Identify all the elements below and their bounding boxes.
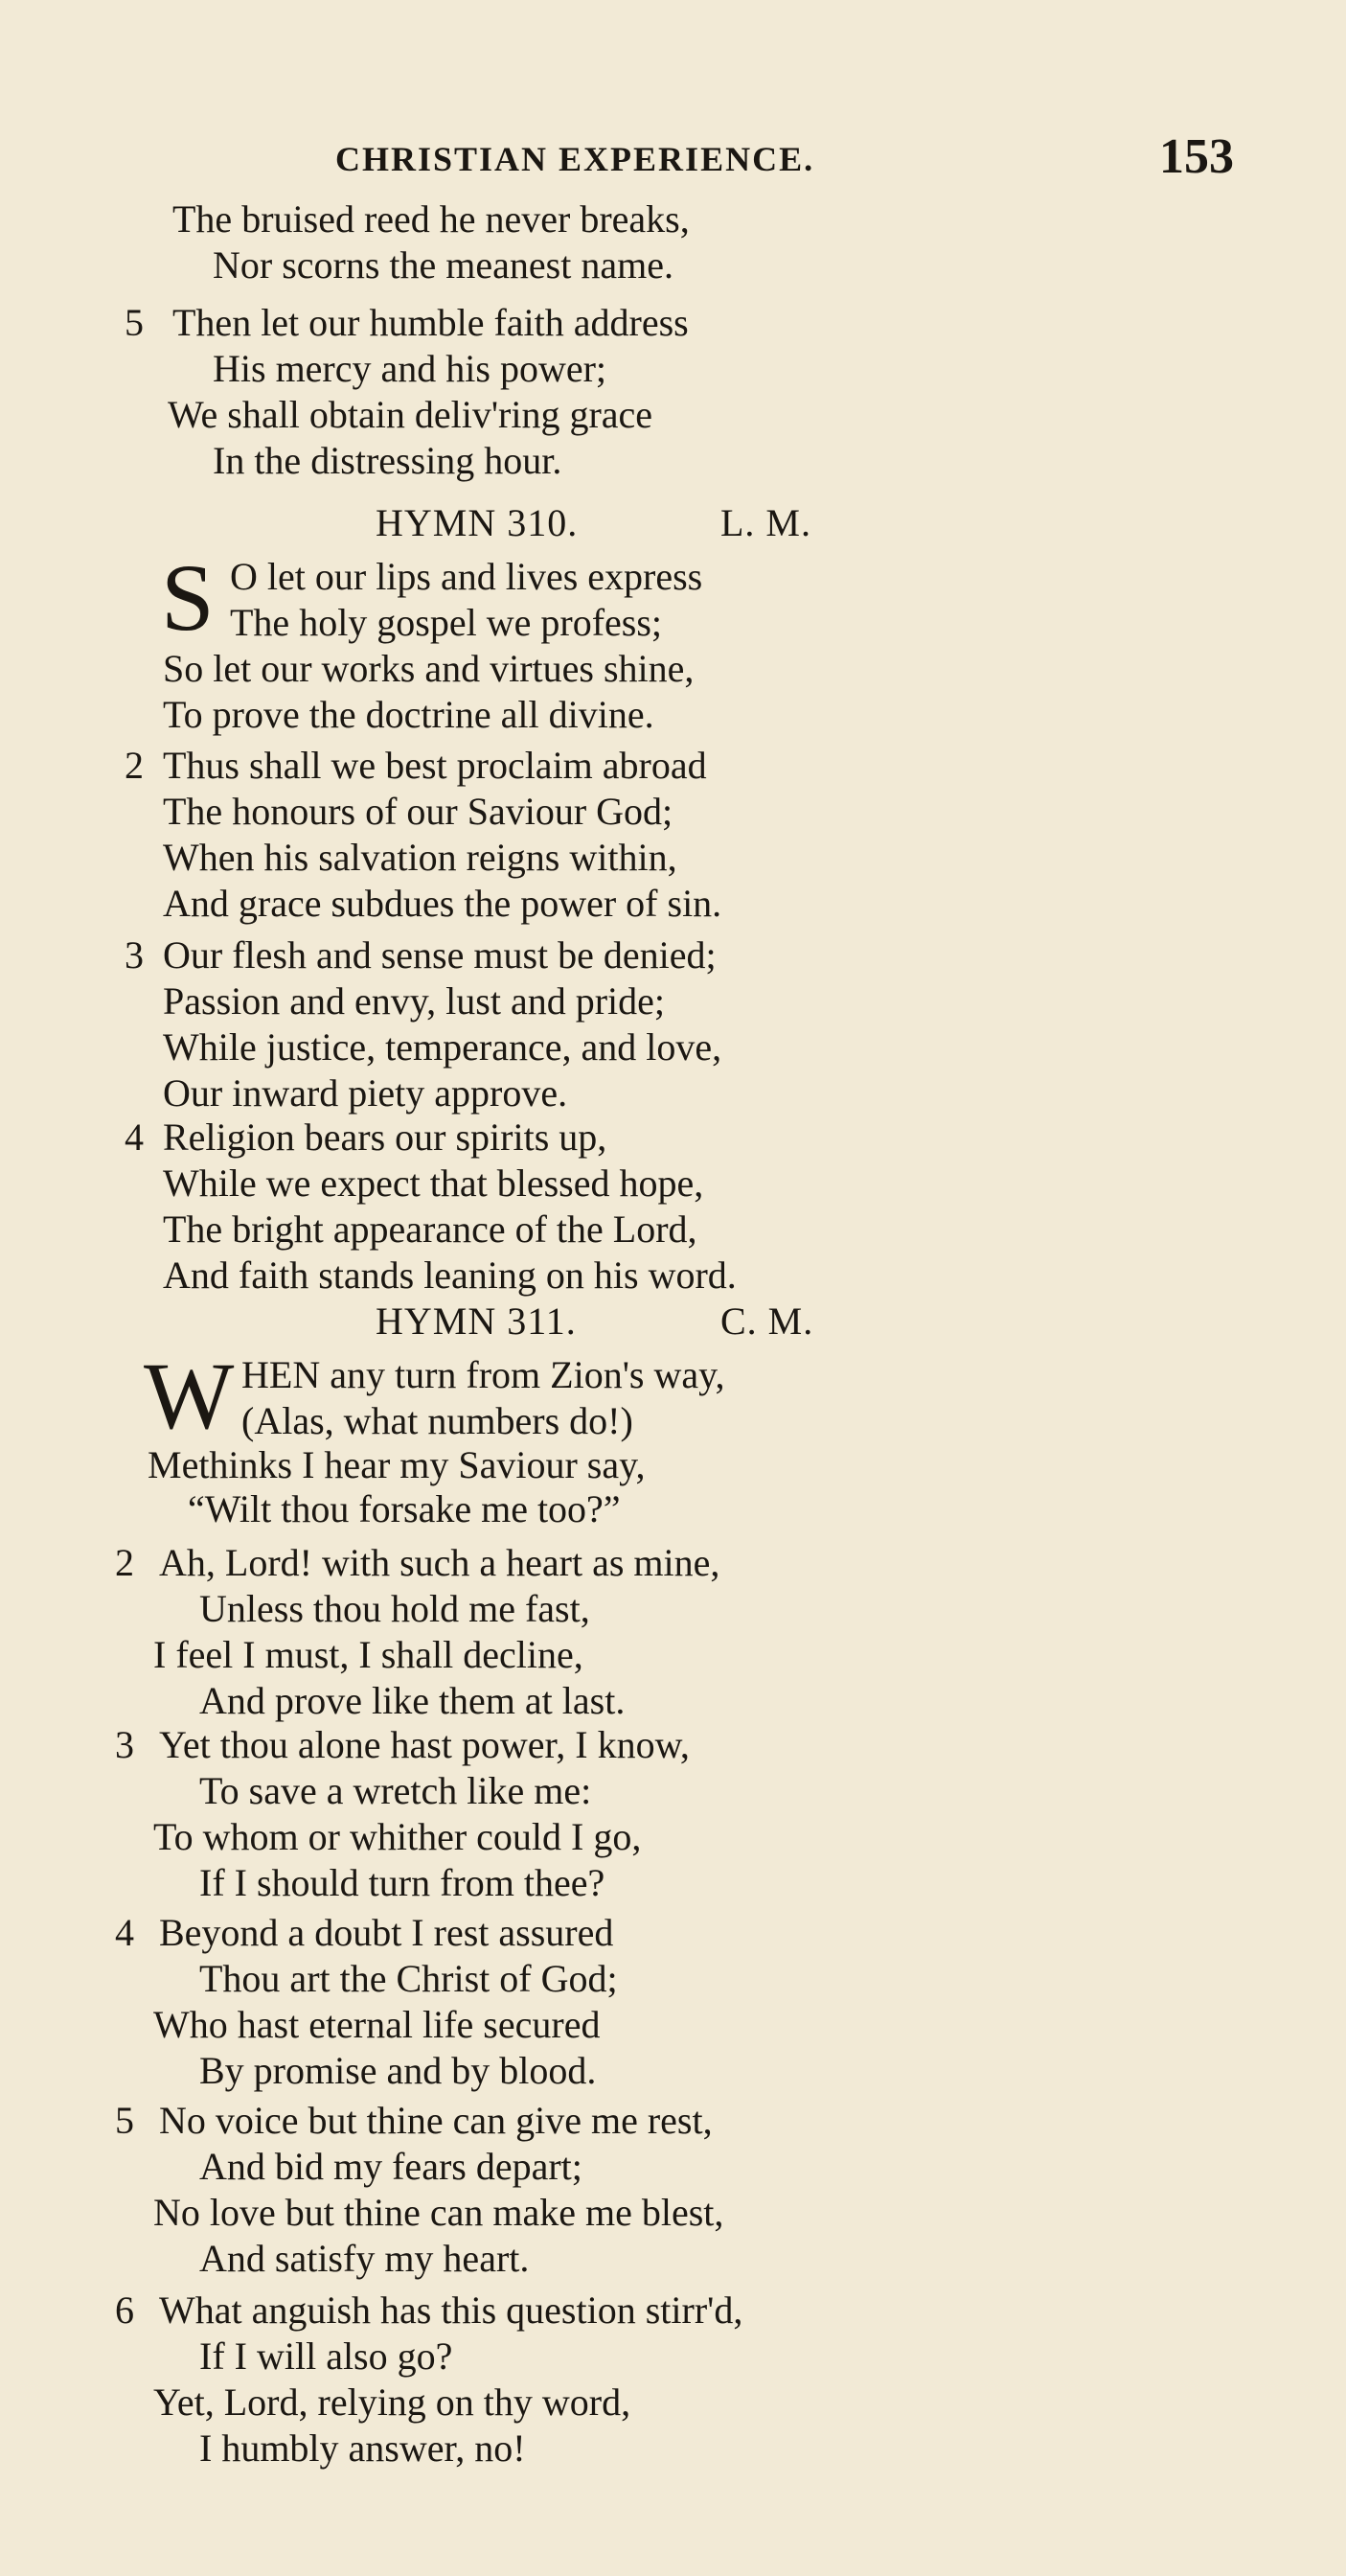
verse-line: The bright appearance of the Lord, bbox=[163, 1208, 697, 1251]
verse-line: I feel I must, I shall decline, bbox=[153, 1633, 583, 1676]
verse-line: “Wilt thou forsake me too?” bbox=[188, 1487, 621, 1530]
verse-line: Who hast eternal life secured bbox=[153, 2003, 601, 2046]
verse-line: Our flesh and sense must be denied; bbox=[163, 933, 717, 977]
verse-line: Passion and envy, lust and pride; bbox=[163, 979, 666, 1023]
hymn-311-heading: HYMN 311. bbox=[376, 1300, 577, 1343]
verse-line: Thus shall we best proclaim abroad bbox=[163, 744, 707, 787]
stanza-number: 2 bbox=[125, 744, 144, 787]
verse-line: To whom or whither could I go, bbox=[153, 1815, 642, 1858]
verse-line: No voice but thine can give me rest, bbox=[159, 2099, 713, 2142]
stanza-number: 3 bbox=[115, 1723, 134, 1766]
verse-line: Religion bears our spirits up, bbox=[163, 1116, 607, 1159]
verse-line: (Alas, what numbers do!) bbox=[241, 1399, 633, 1442]
verse-line: Yet thou alone hast power, I know, bbox=[159, 1723, 690, 1766]
verse-line: Then let our humble faith address bbox=[172, 301, 689, 344]
verse-line: The honours of our Saviour God; bbox=[163, 790, 673, 833]
verse-line: In the distressing hour. bbox=[213, 439, 562, 482]
stanza-number: 6 bbox=[115, 2288, 134, 2332]
verse-line: No love but thine can make me blest, bbox=[153, 2191, 724, 2234]
verse-line: Yet, Lord, relying on thy word, bbox=[153, 2380, 631, 2424]
verse-line: We shall obtain deliv'ring grace bbox=[168, 393, 653, 436]
verse-line: HEN any turn from Zion's way, bbox=[241, 1353, 725, 1396]
stanza-number: 5 bbox=[115, 2099, 134, 2142]
verse-line: If I should turn from thee? bbox=[199, 1861, 605, 1904]
verse-line: If I will also go? bbox=[199, 2334, 453, 2378]
verse-line: Our inward piety approve. bbox=[163, 1071, 568, 1115]
verse-line: While justice, temperance, and love, bbox=[163, 1025, 722, 1069]
verse-line: Unless thou hold me fast, bbox=[199, 1587, 590, 1630]
hymn-310-heading: HYMN 310. bbox=[376, 501, 579, 544]
verse-line: What anguish has this question stirr'd, bbox=[159, 2288, 743, 2332]
verse-line: So let our works and virtues shine, bbox=[163, 647, 695, 690]
verse-line: And bid my fears depart; bbox=[199, 2145, 582, 2188]
verse-line: Ah, Lord! with such a heart as mine, bbox=[159, 1541, 720, 1584]
verse-line: Beyond a doubt I rest assured bbox=[159, 1911, 614, 1954]
verse-line: His mercy and his power; bbox=[213, 347, 607, 390]
stanza-number: 5 bbox=[125, 301, 144, 344]
running-header: CHRISTIAN EXPERIENCE. bbox=[335, 140, 815, 178]
hymn-311-meter: C. M. bbox=[720, 1300, 814, 1343]
dropcap-letter: S bbox=[161, 544, 215, 651]
verse-line: To save a wretch like me: bbox=[199, 1769, 592, 1812]
verse-line: I humbly answer, no! bbox=[199, 2426, 526, 2470]
verse-line: Methinks I hear my Saviour say, bbox=[148, 1443, 646, 1486]
verse-line: To prove the doctrine all divine. bbox=[163, 693, 654, 736]
verse-line: By promise and by blood. bbox=[199, 2049, 597, 2092]
verse-line: When his salvation reigns within, bbox=[163, 836, 677, 879]
stanza-number: 4 bbox=[115, 1911, 134, 1954]
dropcap-letter: W bbox=[144, 1343, 235, 1449]
verse-line: The holy gospel we profess; bbox=[230, 601, 663, 644]
hymn-310-meter: L. M. bbox=[720, 501, 811, 544]
page-number: 153 bbox=[1159, 129, 1234, 184]
stanza-number: 3 bbox=[125, 933, 144, 977]
verse-line: And faith stands leaning on his word. bbox=[163, 1254, 737, 1297]
stanza-number: 2 bbox=[115, 1541, 134, 1584]
verse-line: And grace subdues the power of sin. bbox=[163, 882, 722, 925]
verse-line: Thou art the Christ of God; bbox=[199, 1957, 618, 2000]
verse-line: Nor scorns the meanest name. bbox=[213, 243, 673, 287]
verse-line: O let our lips and lives express bbox=[230, 555, 703, 598]
verse-line: And prove like them at last. bbox=[199, 1679, 626, 1722]
verse-line: While we expect that blessed hope, bbox=[163, 1162, 704, 1205]
verse-line: The bruised reed he never breaks, bbox=[172, 197, 690, 241]
stanza-number: 4 bbox=[125, 1116, 144, 1159]
verse-line: And satisfy my heart. bbox=[199, 2237, 530, 2280]
